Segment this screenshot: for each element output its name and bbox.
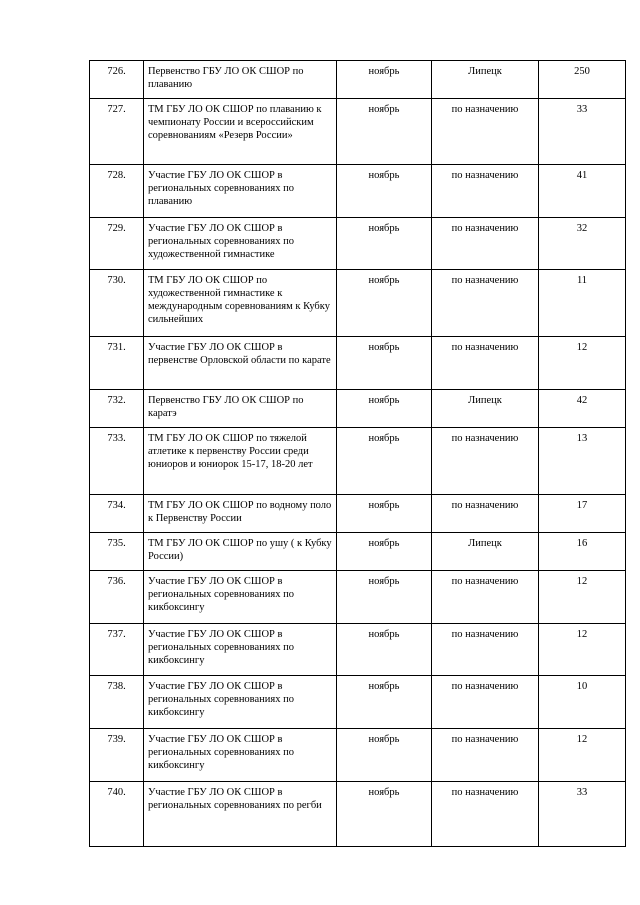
event-name: ТМ ГБУ ЛО ОК СШОР по водному поло к Первенству России [144, 495, 337, 533]
table-row [90, 270, 626, 337]
table-row [90, 218, 626, 270]
participant-count: 11 [539, 270, 626, 337]
event-name: Участие ГБУ ЛО ОК СШОР в региональных соревнованиях по кикбоксингу [144, 571, 337, 624]
row-number: 740. [90, 782, 144, 847]
event-place: по назначению [432, 165, 539, 218]
participant-count: 32 [539, 218, 626, 270]
event-month: ноябрь [337, 676, 432, 729]
participant-count: 33 [539, 99, 626, 165]
event-month: ноябрь [337, 390, 432, 428]
event-place: по назначению [432, 99, 539, 165]
participant-count: 33 [539, 782, 626, 847]
event-name: Участие ГБУ ЛО ОК СШОР в региональных соревнованиях по кикбоксингу [144, 676, 337, 729]
event-place: по назначению [432, 495, 539, 533]
table-row [90, 390, 626, 428]
event-place: по назначению [432, 337, 539, 390]
event-name: Участие ГБУ ЛО ОК СШОР в первенстве Орловской области по карате [144, 337, 337, 390]
event-place: по назначению [432, 729, 539, 782]
participant-count: 12 [539, 729, 626, 782]
row-number: 735. [90, 533, 144, 571]
event-place: по назначению [432, 218, 539, 270]
table-row [90, 624, 626, 676]
row-number: 733. [90, 428, 144, 495]
participant-count: 42 [539, 390, 626, 428]
table-row [90, 729, 626, 782]
event-name: Участие ГБУ ЛО ОК СШОР в региональных соревнованиях по плаванию [144, 165, 337, 218]
participant-count: 12 [539, 624, 626, 676]
event-place: по назначению [432, 782, 539, 847]
event-month: ноябрь [337, 624, 432, 676]
event-name: Первенство ГБУ ЛО ОК СШОР по плаванию [144, 61, 337, 99]
table-row [90, 782, 626, 847]
participant-count: 12 [539, 571, 626, 624]
table-row [90, 571, 626, 624]
row-number: 729. [90, 218, 144, 270]
event-place: по назначению [432, 676, 539, 729]
table-row [90, 99, 626, 165]
table-row [90, 428, 626, 495]
event-month: ноябрь [337, 428, 432, 495]
event-name: Участие ГБУ ЛО ОК СШОР в региональных соревнованиях по кикбоксингу [144, 624, 337, 676]
row-number: 732. [90, 390, 144, 428]
event-month: ноябрь [337, 495, 432, 533]
event-name: ТМ ГБУ ЛО ОК СШОР по плаванию к чемпионату России и всероссийским соревнованиям «Резерв России» [144, 99, 337, 165]
table-row [90, 337, 626, 390]
event-month: ноябрь [337, 571, 432, 624]
table-row [90, 495, 626, 533]
event-month: ноябрь [337, 729, 432, 782]
event-name: Участие ГБУ ЛО ОК СШОР в региональных соревнованиях по художественной гимнастике [144, 218, 337, 270]
event-month: ноябрь [337, 533, 432, 571]
event-month: ноябрь [337, 270, 432, 337]
event-month: ноябрь [337, 337, 432, 390]
row-number: 738. [90, 676, 144, 729]
event-name: ТМ ГБУ ЛО ОК СШОР по тяжелой атлетике к первенству России среди юниоров и юниорок 15-17, 18-20 лет [144, 428, 337, 495]
row-number: 728. [90, 165, 144, 218]
participant-count: 16 [539, 533, 626, 571]
participant-count: 12 [539, 337, 626, 390]
event-place: Липецк [432, 533, 539, 571]
participant-count: 41 [539, 165, 626, 218]
event-place: по назначению [432, 428, 539, 495]
participant-count: 17 [539, 495, 626, 533]
events-table [89, 60, 626, 847]
event-month: ноябрь [337, 61, 432, 99]
participant-count: 250 [539, 61, 626, 99]
event-name: Участие ГБУ ЛО ОК СШОР в региональных соревнованиях по кикбоксингу [144, 729, 337, 782]
row-number: 739. [90, 729, 144, 782]
row-number: 731. [90, 337, 144, 390]
table-row [90, 61, 626, 99]
row-number: 727. [90, 99, 144, 165]
table-row [90, 676, 626, 729]
event-place: по назначению [432, 624, 539, 676]
event-month: ноябрь [337, 99, 432, 165]
row-number: 736. [90, 571, 144, 624]
event-name: ТМ ГБУ ЛО ОК СШОР по ушу ( к Кубку России) [144, 533, 337, 571]
row-number: 737. [90, 624, 144, 676]
row-number: 726. [90, 61, 144, 99]
event-name: Участие ГБУ ЛО ОК СШОР в региональных соревнованиях по регби [144, 782, 337, 847]
event-place: Липецк [432, 61, 539, 99]
row-number: 734. [90, 495, 144, 533]
event-place: Липецк [432, 390, 539, 428]
event-name: Первенство ГБУ ЛО ОК СШОР по каратэ [144, 390, 337, 428]
event-month: ноябрь [337, 165, 432, 218]
event-month: ноябрь [337, 218, 432, 270]
event-name: ТМ ГБУ ЛО ОК СШОР по художественной гимнастике к международным соревнованиям к Кубку сильнейших [144, 270, 337, 337]
participant-count: 13 [539, 428, 626, 495]
event-month: ноябрь [337, 782, 432, 847]
table-row [90, 165, 626, 218]
participant-count: 10 [539, 676, 626, 729]
table-row [90, 533, 626, 571]
event-place: по назначению [432, 270, 539, 337]
row-number: 730. [90, 270, 144, 337]
event-place: по назначению [432, 571, 539, 624]
